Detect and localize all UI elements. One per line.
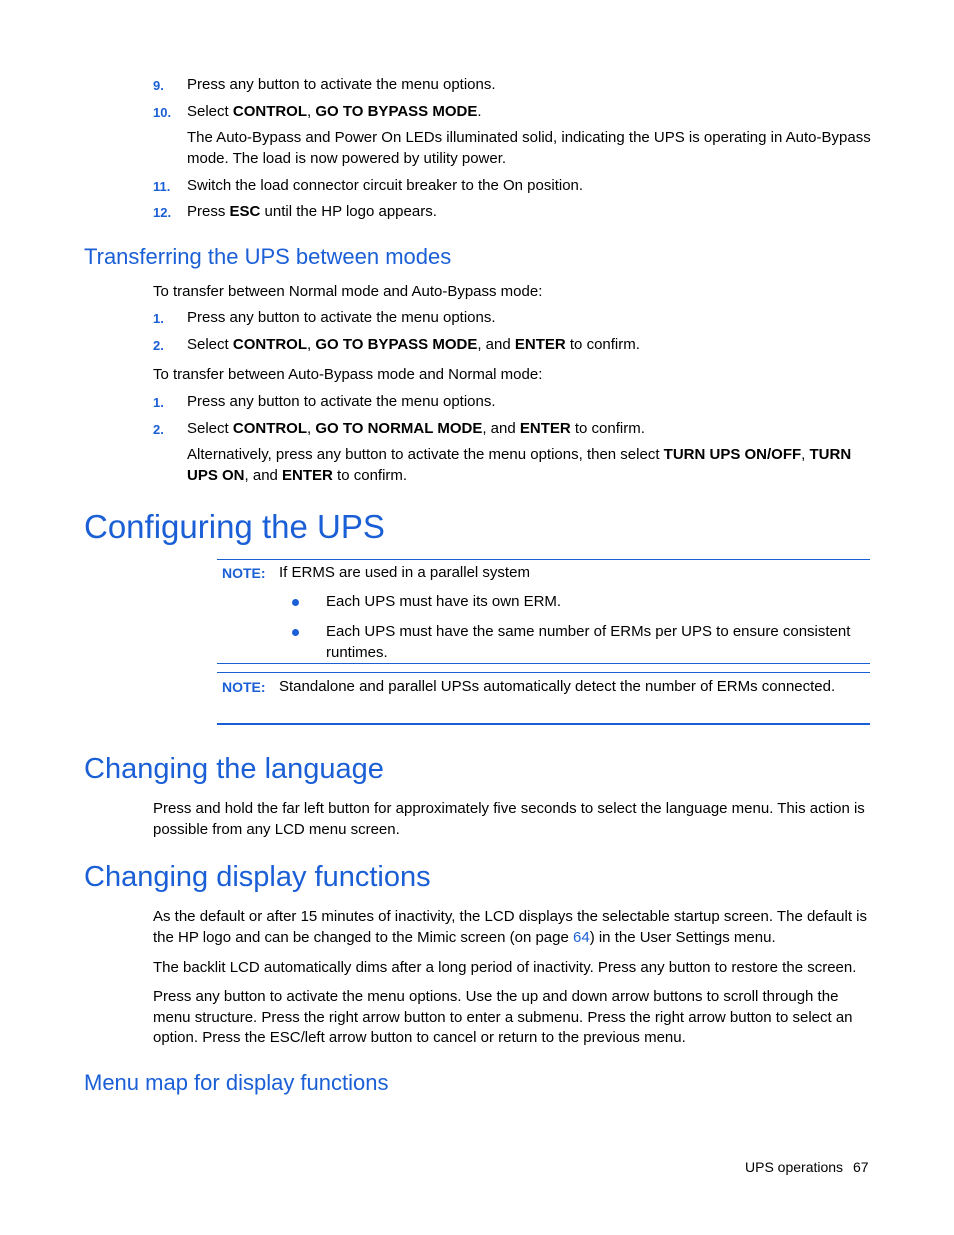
step-number: 1. bbox=[153, 311, 164, 326]
section-heading: Transferring the UPS between modes bbox=[84, 244, 452, 269]
section-title: Configuring the UPS bbox=[84, 508, 385, 545]
intro-text: To transfer between Auto-Bypass mode and Normal mode: bbox=[153, 366, 543, 383]
step-number: 9. bbox=[153, 78, 164, 93]
note-top-rule bbox=[217, 672, 870, 673]
step-text: Press any button to activate the menu options. bbox=[187, 76, 496, 93]
note-text: Standalone and parallel UPSs automatically detect the number of ERMs connected. bbox=[279, 678, 836, 695]
section-title: Changing display functions bbox=[84, 861, 431, 893]
step-text: Press any button to activate the menu options. bbox=[187, 393, 496, 410]
step-number: 12. bbox=[153, 205, 172, 220]
step-number: 2. bbox=[153, 422, 164, 437]
body-paragraph: As the default or after 15 minutes of inactivity, the LCD displays the selectable startup screen. The default is the HP logo and can be changed to the Mimic screen (on page 64) in the User Settings menu. bbox=[153, 908, 867, 946]
note-bottom-rule bbox=[217, 723, 870, 725]
intro-text: To transfer between Normal mode and Auto-Bypass mode: bbox=[153, 283, 543, 300]
body-paragraph: Press any button to activate the menu options. Use the up and down arrow buttons to scroll through the menu structure. Press the right arrow button to enter a submenu. Press the right arrow button to select an option. Press the ESC/left arrow button to cancel or return to the previous menu. bbox=[153, 988, 853, 1046]
step-paragraph: The Auto-Bypass and Power On LEDs illuminated solid, indicating the UPS is operating in Auto-Bypass mode. The load is now powered by utility power. bbox=[187, 129, 871, 167]
subsection-heading: Menu map for display functions bbox=[84, 1070, 389, 1095]
body-paragraph: Press and hold the far left button for approximately five seconds to select the language menu. This action is possible from any LCD menu screen. bbox=[153, 800, 865, 838]
footer-section: UPS operations bbox=[745, 1159, 844, 1175]
step-number: 2. bbox=[153, 338, 164, 353]
note-text: If ERMS are used in a parallel system bbox=[279, 564, 530, 581]
step-number: 1. bbox=[153, 395, 164, 410]
section-title: Changing the language bbox=[84, 753, 384, 785]
bullet-text: Each UPS must have the same number of ERMs per UPS to ensure consistent runtimes. bbox=[326, 623, 851, 661]
page-link[interactable]: 64 bbox=[573, 928, 590, 946]
bullet-text: Each UPS must have its own ERM. bbox=[326, 593, 562, 610]
body-paragraph: The backlit LCD automatically dims after a long period of inactivity. Press any button to restore the screen. bbox=[153, 959, 857, 976]
step-text: Select CONTROL, GO TO BYPASS MODE. bbox=[187, 103, 482, 120]
step-text: Select CONTROL, GO TO BYPASS MODE, and ENTER to confirm. bbox=[187, 336, 640, 353]
step-text: Switch the load connector circuit breaker to the On position. bbox=[187, 177, 584, 194]
page-number: 67 bbox=[853, 1159, 869, 1175]
note-bottom-rule bbox=[217, 663, 870, 664]
note-label: NOTE: bbox=[222, 565, 266, 581]
step-text: Select CONTROL, GO TO NORMAL MODE, and ENTER to confirm. bbox=[187, 420, 645, 437]
note-top-rule bbox=[217, 559, 870, 560]
step-number: 10. bbox=[153, 105, 172, 120]
step-paragraph: Alternatively, press any button to activate the menu options, then select TURN UPS ON/OFF, TURN UPS ON, and ENTER to confirm. bbox=[187, 446, 852, 484]
note-label: NOTE: bbox=[222, 679, 266, 695]
bullet-icon bbox=[292, 599, 299, 606]
step-text: Press ESC until the HP logo appears. bbox=[187, 203, 437, 220]
bullet-icon bbox=[292, 629, 299, 636]
step-text: Press any button to activate the menu options. bbox=[187, 309, 496, 326]
step-number: 11. bbox=[153, 179, 171, 194]
